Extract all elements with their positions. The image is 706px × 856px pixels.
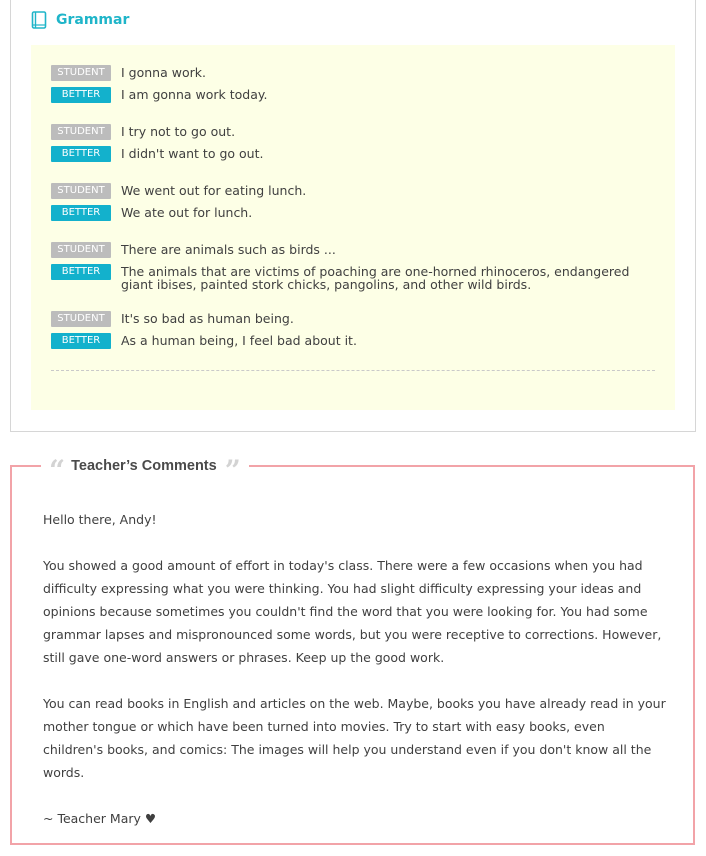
comments-paragraph-2: You can read books in English and articles on the web. Maybe, books you have already read in your mother tongue or which have been turned into movies. Try to start with easy books, even children's books, and comics: The images will help you understand even if you don't know all the words.: [43, 696, 666, 780]
better-tag: BETTER: [51, 205, 111, 221]
better-sentence: As a human being, I feel bad about it.: [121, 333, 357, 348]
better-tag: BETTER: [51, 264, 111, 280]
grammar-card: [10, 0, 696, 432]
better-tag: BETTER: [51, 87, 111, 103]
student-sentence: I gonna work.: [121, 65, 206, 80]
comments-title: Teacher’s Comments: [71, 458, 217, 474]
student-row: [51, 310, 661, 327]
student-tag: STUDENT: [51, 183, 111, 199]
better-sentence: The animals that are victims of poaching are one-horned rhinoceros, endangered giant ibises, painted stork chicks, pangolins, and other wild birds.: [121, 264, 630, 292]
correction-pair: [51, 310, 661, 349]
comments-legend: [41, 454, 249, 487]
better-row: [51, 145, 661, 162]
comments-signature: ~ Teacher Mary ♥: [43, 811, 157, 826]
student-sentence: It's so bad as human being.: [121, 311, 294, 326]
comments-body: [43, 508, 668, 830]
student-tag: STUDENT: [51, 124, 111, 140]
better-sentence: I didn't want to go out.: [121, 146, 264, 161]
student-row: [51, 64, 661, 81]
dashed-divider: [51, 370, 655, 371]
better-row: [51, 86, 661, 103]
better-tag: BETTER: [51, 146, 111, 162]
student-tag: STUDENT: [51, 242, 111, 258]
student-tag: STUDENT: [51, 311, 111, 327]
student-row: [51, 241, 661, 258]
quote-open-icon: “: [49, 454, 66, 487]
correction-pair: [51, 182, 661, 221]
student-row: [51, 182, 661, 199]
better-sentence: We ate out for lunch.: [121, 205, 253, 220]
grammar-header: [31, 10, 129, 30]
better-tag: BETTER: [51, 333, 111, 349]
student-tag: STUDENT: [51, 65, 111, 81]
better-row: [51, 204, 661, 221]
student-row: [51, 123, 661, 140]
correction-pair: [51, 241, 661, 291]
quote-close-icon: ”: [224, 454, 241, 487]
better-row: [51, 332, 661, 349]
correction-pair: [51, 64, 661, 103]
better-sentence: I am gonna work today.: [121, 87, 268, 102]
student-sentence: There are animals such as birds ...: [121, 242, 336, 257]
correction-pair: [51, 123, 661, 162]
grammar-title: Grammar: [56, 12, 130, 28]
grammar-corrections-box: [31, 45, 675, 410]
better-row: [51, 263, 661, 291]
book-icon: [31, 11, 47, 30]
teacher-comments-card: [10, 454, 695, 845]
student-sentence: I try not to go out.: [121, 124, 236, 139]
comments-greeting: Hello there, Andy!: [43, 512, 157, 527]
student-sentence: We went out for eating lunch.: [121, 183, 307, 198]
comments-paragraph-1: You showed a good amount of effort in today's class. There were a few occasions when you had difficulty expressing what you were thinking. You had slight difficulty expressing your ideas and opinions because sometimes you couldn't find the word that you were looking for. You had some grammar lapses and mispronounced some words, but you were receptive to corrections. However, still gave one-word answers or phrases. Keep up the good work.: [43, 558, 662, 665]
